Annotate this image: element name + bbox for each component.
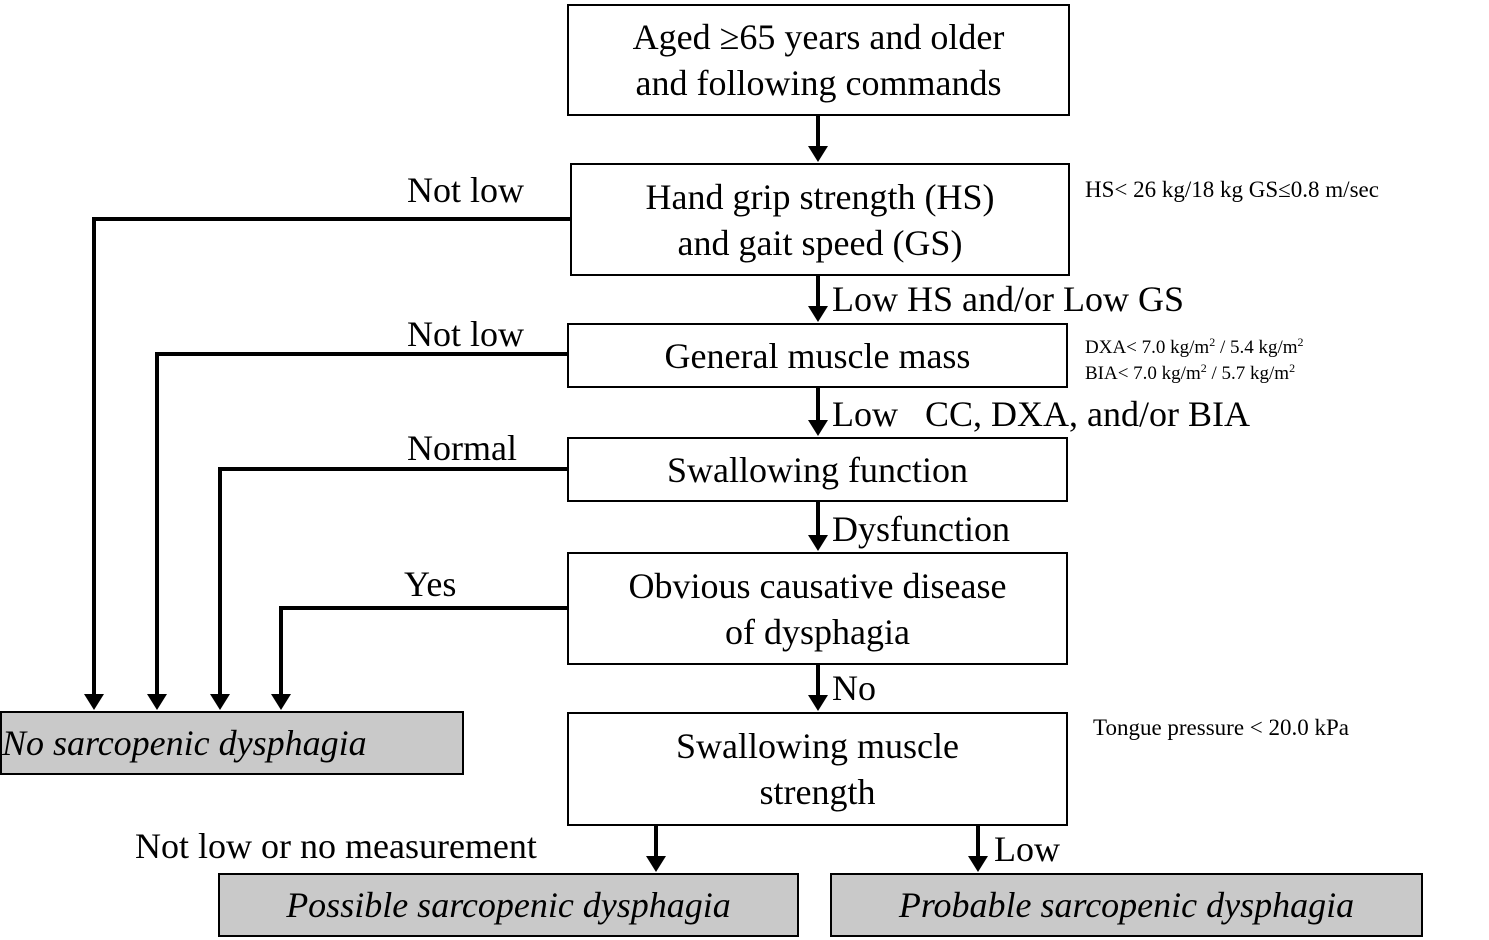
- criteria-hs-gs: HS< 26 kg/18 kg GS≤0.8 m/sec: [1085, 177, 1379, 202]
- bia-sup-1: 2: [1200, 361, 1207, 375]
- arrowhead: [646, 856, 666, 872]
- dxa-sup-1: 2: [1209, 335, 1216, 349]
- bia-text-1: BIA< 7.0 kg/m: [1085, 363, 1201, 384]
- label-low-cc-dxa-bia: Low CC, DXA, and/or BIA: [832, 394, 1250, 434]
- label-dysfunction: Dysfunction: [832, 509, 1010, 549]
- route-normal: [220, 469, 567, 704]
- swallowing-function-box: Swallowing function: [567, 437, 1068, 502]
- no-sarcopenic-dysphagia-box: No sarcopenic dysphagia: [0, 711, 464, 775]
- arrowhead: [808, 306, 828, 322]
- dxa-text-1: DXA< 7.0 kg/m: [1085, 337, 1210, 358]
- label-not-low-or-no-measurement: Not low or no measurement: [135, 826, 537, 866]
- arrowhead: [210, 694, 230, 710]
- arrowhead: [147, 694, 167, 710]
- label-no: No: [832, 668, 876, 708]
- causative-disease-box: Obvious causative disease of dysphagia: [567, 552, 1068, 665]
- label-low: Low: [994, 829, 1060, 869]
- swallowing-strength-box: Swallowing muscle strength: [567, 712, 1068, 826]
- label-not-low-1: Not low: [407, 170, 524, 210]
- arrowhead: [808, 146, 828, 162]
- label-not-low-2: Not low: [407, 314, 524, 354]
- probable-sarcopenic-dysphagia-box: Probable sarcopenic dysphagia: [830, 873, 1423, 937]
- arrowhead: [84, 694, 104, 710]
- hs-gs-box: Hand grip strength (HS) and gait speed (GS): [570, 163, 1070, 276]
- route-yes: [281, 608, 567, 704]
- possible-sarcopenic-dysphagia-box: Possible sarcopenic dysphagia: [218, 873, 799, 937]
- muscle-mass-box: General muscle mass: [567, 323, 1068, 388]
- arrowhead: [271, 694, 291, 710]
- criteria-bia: [1085, 356, 1295, 386]
- dxa-sup-2: 2: [1297, 335, 1304, 349]
- arrowhead: [808, 420, 828, 436]
- arrowhead: [808, 535, 828, 551]
- criteria-tongue-pressure: Tongue pressure < 20.0 kPa: [1093, 715, 1350, 740]
- start-box: Aged ≥65 years and older and following commands: [567, 4, 1070, 116]
- label-normal: Normal: [407, 428, 517, 468]
- label-low-hs-gs: Low HS and/or Low GS: [832, 279, 1184, 319]
- bia-text-2: / 5.7 kg/m: [1206, 363, 1290, 384]
- label-yes: Yes: [404, 564, 457, 604]
- bia-sup-2: 2: [1289, 361, 1296, 375]
- arrowhead: [808, 695, 828, 711]
- dxa-text-2: / 5.4 kg/m: [1215, 337, 1298, 358]
- arrowhead: [968, 856, 988, 872]
